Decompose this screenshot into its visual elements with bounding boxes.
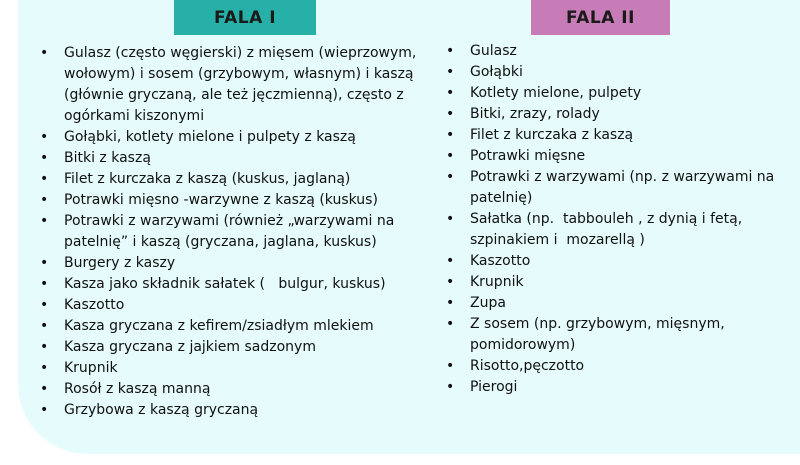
list-item: • Gołąbki [442, 62, 792, 83]
list-item: • Gulasz (często węgierski) z mięsem (wieprzowym, wołowym) i sosem (grzybowym, własnym) i kaszą (głównie gryczaną, ale też jęczmienną), często z ogórkami kiszonymi [36, 43, 426, 127]
list-item: • Potrawki z warzywami (również „warzywami na patelnię” i kaszą (gryczana, jaglana, kuskus) [36, 211, 426, 253]
list-item: • Krupnik [36, 358, 426, 379]
list-item: • Grzybowa z kaszą gryczaną [36, 400, 426, 421]
list-item: • Risotto,pęczotto [442, 356, 792, 377]
list-item: • Z sosem (np. grzybowym, mięsnym, pomidorowym) [442, 314, 792, 356]
list-item: • Filet z kurczaka z kaszą (kuskus, jaglaną) [36, 169, 426, 190]
list-item: • Filet z kurczaka z kaszą [442, 125, 792, 146]
list-item: • Sałatka (np. tabbouleh , z dynią i fetą, szpinakiem i mozarellą ) [442, 209, 792, 251]
list-item: • Kasza jako składnik sałatek ( bulgur, kuskus) [36, 274, 426, 295]
list-item: • Kasza gryczana z kefirem/zsiadłym mlekiem [36, 316, 426, 337]
list-item: • Gołąbki, kotlety mielone i pulpety z kaszą [36, 127, 426, 148]
fala-2-header: FALA II [531, 0, 670, 35]
list-item: • Gulasz [442, 41, 792, 62]
list-item: • Kaszotto [36, 295, 426, 316]
list-item: • Kasza gryczana z jajkiem sadzonym [36, 337, 426, 358]
list-item: • Potrawki mięsne [442, 146, 792, 167]
list-item: • Potrawki z warzywami (np. z warzywami na patelnię) [442, 167, 792, 209]
fala-2-list [442, 41, 792, 398]
list-item: • Pierogi [442, 377, 792, 398]
list-item: • Potrawki mięsno -warzywne z kaszą (kuskus) [36, 190, 426, 211]
list-item: • Zupa [442, 293, 792, 314]
list-item: • Bitki, zrazy, rolady [442, 104, 792, 125]
list-item: • Kaszotto [442, 251, 792, 272]
list-item: • Kotlety mielone, pulpety [442, 83, 792, 104]
fala-1-list [36, 43, 426, 421]
list-item: • Rosół z kaszą manną [36, 379, 426, 400]
list-item: • Burgery z kaszy [36, 253, 426, 274]
list-item: • Krupnik [442, 272, 792, 293]
fala-1-header: FALA I [174, 0, 316, 35]
list-item: • Bitki z kaszą [36, 148, 426, 169]
